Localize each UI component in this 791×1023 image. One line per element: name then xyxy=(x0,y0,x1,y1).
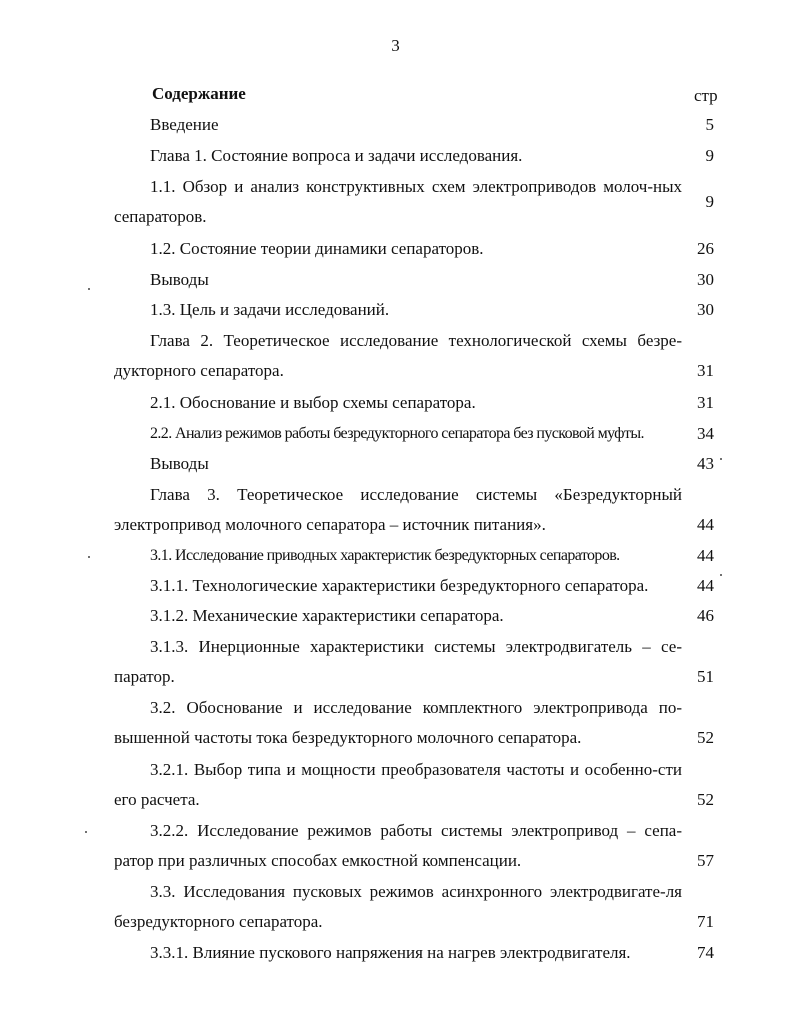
toc-entry-title: 2.1. Обоснование и выбор схемы сепаратора. xyxy=(150,393,476,412)
scan-speck xyxy=(720,458,722,460)
toc-entry-title: 1.1. Обзор и анализ конструктивных схем электроприводов молоч-ных сепараторов. xyxy=(114,177,682,226)
toc-entry-title: 3.1.1. Технологические характеристики безредукторного сепаратора. xyxy=(150,576,649,595)
toc-entry-page: 44 xyxy=(697,546,714,565)
toc-entry-title: Выводы xyxy=(150,270,209,289)
scan-speck xyxy=(720,574,722,576)
toc-entry-title: 3.2.2. Исследование режимов работы системы электропривод – сепа-ратор при различных способах емкостной компенсации. xyxy=(114,821,682,870)
toc-entry xyxy=(114,326,714,386)
toc-entry xyxy=(114,632,714,692)
toc-entry-title: 3.1.2. Механические характеристики сепаратора. xyxy=(150,606,504,625)
scan-speck xyxy=(88,288,90,290)
toc-entry-page: 26 xyxy=(697,239,714,258)
toc-heading: Содержание xyxy=(152,84,246,103)
page-number: 3 xyxy=(391,36,400,55)
toc-entry-page: 5 xyxy=(705,115,714,134)
toc-entry xyxy=(114,541,714,571)
toc-entry-page: 31 xyxy=(697,393,714,412)
toc-entry xyxy=(114,877,714,937)
toc-entry xyxy=(114,601,714,631)
toc-entry xyxy=(114,693,714,753)
toc-entry-page: 9 xyxy=(705,146,714,165)
toc-entry xyxy=(114,419,714,449)
toc-entry-page: 52 xyxy=(697,790,714,809)
toc-entry-page: 52 xyxy=(697,728,714,747)
toc-entry-page: 9 xyxy=(705,192,714,211)
toc-entry-title: Глава 3. Теоретическое исследование системы «Безредукторный электропривод молочного сепаратора – источник питания». xyxy=(114,485,682,534)
toc-entry-page: 44 xyxy=(697,576,714,595)
toc-entry xyxy=(114,295,714,325)
toc-entry-page: 57 xyxy=(697,851,714,870)
toc-entry-title: 3.3. Исследования пусковых режимов асинхронного электродвигате-ля безредукторного сепаратора. xyxy=(114,882,682,931)
toc-entry-page: 51 xyxy=(697,667,714,686)
toc-entry xyxy=(114,816,714,876)
toc-entry xyxy=(114,571,714,601)
toc-entry-title: 2.2. Анализ режимов работы безредукторного сепаратора без пусковой муфты. xyxy=(150,425,644,442)
toc-entry-title: Глава 1. Состояние вопроса и задачи исследования. xyxy=(150,146,523,165)
toc-entry-page: 71 xyxy=(697,912,714,931)
toc-entry-title: 1.3. Цель и задачи исследований. xyxy=(150,300,390,319)
toc-entry-page: 34 xyxy=(697,424,714,443)
toc-entry-title: Введение xyxy=(150,115,219,134)
toc-entry xyxy=(114,234,714,264)
toc-entry-title: 3.1.3. Инерционные характеристики системы электродвигатель – се-паратор. xyxy=(114,637,682,686)
page-column-label: стр xyxy=(694,86,718,105)
toc-entry-title: Глава 2. Теоретическое исследование технологической схемы безре-дукторного сепаратора. xyxy=(114,331,682,380)
toc-entry-title: 3.3.1. Влияние пускового напряжения на нагрев электродвигателя. xyxy=(150,943,631,962)
toc-entry-title: 3.2.1. Выбор типа и мощности преобразователя частоты и особенно-сти его расчета. xyxy=(114,760,682,809)
toc-entry-title: 3.2. Обоснование и исследование комплектного электропривода по-вышенной частоты тока безредукторного молочного сепаратора. xyxy=(114,698,682,747)
toc-entry-page: 44 xyxy=(697,515,714,534)
toc-entry xyxy=(114,265,714,295)
toc-entry xyxy=(114,110,714,140)
toc-entry xyxy=(114,755,714,815)
toc-entry-page: 30 xyxy=(697,300,714,319)
toc-entry-page: 30 xyxy=(697,270,714,289)
toc-entry xyxy=(114,141,714,171)
toc-entry-page: 46 xyxy=(697,606,714,625)
scan-speck xyxy=(88,556,90,558)
toc-entry xyxy=(114,172,714,232)
toc-entry xyxy=(114,480,714,540)
scan-speck xyxy=(85,831,87,833)
toc-entry-page: 74 xyxy=(697,943,714,962)
toc-entry-page: 43 xyxy=(697,454,714,473)
toc-entry xyxy=(114,449,714,479)
toc-entry-page: 31 xyxy=(697,361,714,380)
toc-entry-title: 1.2. Состояние теории динамики сепараторов. xyxy=(150,239,484,258)
toc-entry xyxy=(114,938,714,968)
toc-entry-title: 3.1. Исследование приводных характеристик безредукторных сепараторов. xyxy=(150,547,620,564)
toc-entry xyxy=(114,388,714,418)
toc-entry-title: Выводы xyxy=(150,454,209,473)
